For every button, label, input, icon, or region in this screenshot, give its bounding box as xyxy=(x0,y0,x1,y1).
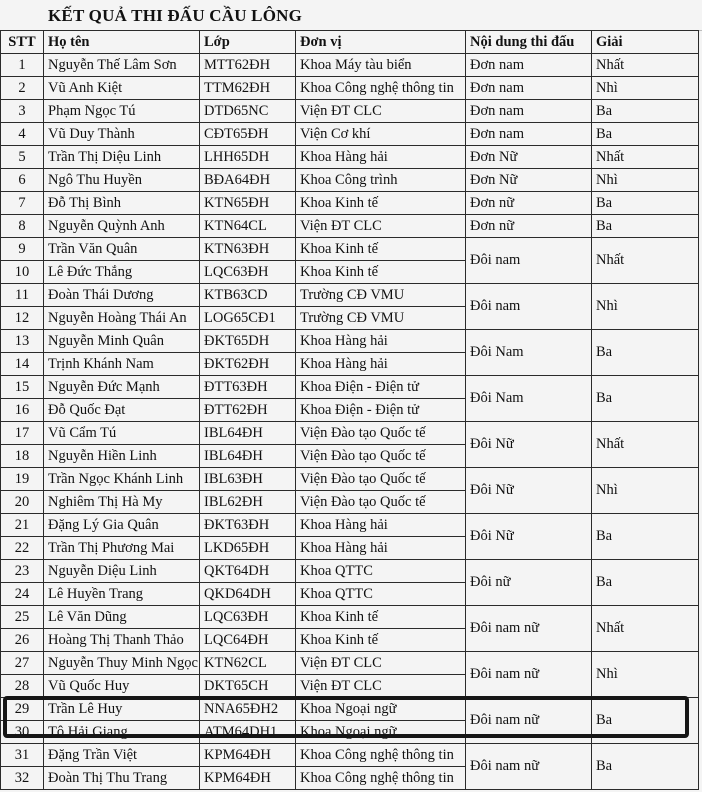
name-cell[interactable]: Đỗ Quốc Đạt xyxy=(44,399,200,422)
table-row xyxy=(1,123,699,146)
prize-cell[interactable]: Nhì xyxy=(592,284,699,330)
stt-cell[interactable]: 22 xyxy=(1,537,44,560)
class-cell[interactable]: CĐT65ĐH xyxy=(200,123,296,146)
stt-cell[interactable]: 18 xyxy=(1,445,44,468)
stt-cell[interactable]: 11 xyxy=(1,284,44,307)
name-cell[interactable]: Trần Thị Phương Mai xyxy=(44,537,200,560)
class-cell[interactable]: KTN63ĐH xyxy=(200,238,296,261)
unit-cell[interactable]: Khoa Công nghệ thông tin xyxy=(296,77,466,100)
name-cell[interactable]: Lê Đức Thắng xyxy=(44,261,200,284)
event-cell[interactable]: Đôi nam nữ xyxy=(466,698,592,744)
unit-cell[interactable]: Khoa Ngoại ngữ xyxy=(296,698,466,721)
class-cell[interactable]: IBL63ĐH xyxy=(200,468,296,491)
prize-cell[interactable]: Ba xyxy=(592,330,699,376)
event-cell[interactable]: Đôi nữ xyxy=(466,560,592,606)
event-cell[interactable]: Đôi nam xyxy=(466,284,592,330)
unit-cell[interactable]: Khoa Kinh tế xyxy=(296,238,466,261)
name-cell[interactable]: Hoàng Thị Thanh Thảo xyxy=(44,629,200,652)
class-cell[interactable]: LHH65DH xyxy=(200,146,296,169)
stt-cell[interactable]: 24 xyxy=(1,583,44,606)
prize-cell[interactable]: Ba xyxy=(592,376,699,422)
class-cell[interactable]: IBL62ĐH xyxy=(200,491,296,514)
class-cell[interactable]: ĐKT62ĐH xyxy=(200,353,296,376)
table-row xyxy=(1,330,699,353)
class-cell[interactable]: QKT64DH xyxy=(200,560,296,583)
table-row xyxy=(1,652,699,675)
unit-cell[interactable]: Khoa Công trình xyxy=(296,169,466,192)
stt-cell[interactable]: 26 xyxy=(1,629,44,652)
class-cell[interactable]: MTT62ĐH xyxy=(200,54,296,77)
name-cell[interactable]: Phạm Ngọc Tú xyxy=(44,100,200,123)
unit-cell[interactable]: Khoa Kinh tế xyxy=(296,192,466,215)
stt-cell[interactable]: 2 xyxy=(1,77,44,100)
sheet-title: KẾT QUẢ THI ĐẤU CẦU LÔNG xyxy=(48,6,303,25)
stt-cell[interactable]: 25 xyxy=(1,606,44,629)
table-row xyxy=(1,54,699,77)
class-cell[interactable]: KPM64ĐH xyxy=(200,744,296,767)
unit-cell[interactable]: Khoa Ngoại ngữ xyxy=(296,721,466,744)
prize-cell[interactable]: Ba xyxy=(592,192,699,215)
stt-cell[interactable]: 1 xyxy=(1,54,44,77)
event-cell[interactable]: Đơn Nữ xyxy=(466,169,592,192)
class-cell[interactable]: KTN62CL xyxy=(200,652,296,675)
table-row xyxy=(1,169,699,192)
unit-cell[interactable]: Khoa Hàng hải xyxy=(296,514,466,537)
unit-cell[interactable]: Khoa Hàng hải xyxy=(296,146,466,169)
class-cell[interactable]: IBL64ĐH xyxy=(200,445,296,468)
unit-cell[interactable]: Khoa Máy tàu biển xyxy=(296,54,466,77)
name-cell[interactable]: Đặng Trần Việt xyxy=(44,744,200,767)
event-cell[interactable]: Đôi Nữ xyxy=(466,422,592,468)
event-cell[interactable]: Đôi nam xyxy=(466,238,592,284)
table-row xyxy=(1,146,699,169)
name-cell[interactable]: Lê Văn Dũng xyxy=(44,606,200,629)
unit-cell[interactable]: Trường CĐ VMU xyxy=(296,284,466,307)
table-row xyxy=(1,376,699,399)
event-cell[interactable]: Đôi Nữ xyxy=(466,468,592,514)
prize-cell[interactable]: Nhất xyxy=(592,422,699,468)
name-cell[interactable]: Nghiêm Thị Hà My xyxy=(44,491,200,514)
name-cell[interactable]: Nguyễn Thuy Minh Ngọc xyxy=(44,652,200,675)
title-row[interactable] xyxy=(0,0,702,31)
event-cell[interactable]: Đôi nam nữ xyxy=(466,652,592,698)
name-cell[interactable]: Trần Thị Diệu Linh xyxy=(44,146,200,169)
prize-cell[interactable]: Nhất xyxy=(592,606,699,652)
class-cell[interactable]: ĐKT63ĐH xyxy=(200,514,296,537)
event-cell[interactable]: Đôi nam nữ xyxy=(466,744,592,790)
event-cell[interactable]: Đơn nam xyxy=(466,123,592,146)
prize-cell[interactable]: Ba xyxy=(592,698,699,744)
name-cell[interactable]: Nguyễn Quỳnh Anh xyxy=(44,215,200,238)
stt-cell[interactable]: 21 xyxy=(1,514,44,537)
prize-cell[interactable]: Ba xyxy=(592,123,699,146)
name-cell[interactable]: Trần Ngọc Khánh Linh xyxy=(44,468,200,491)
table-row xyxy=(1,468,699,491)
header-stt[interactable]: STT xyxy=(1,31,44,54)
unit-cell[interactable]: Khoa Điện - Điện tử xyxy=(296,399,466,422)
stt-cell[interactable]: 6 xyxy=(1,169,44,192)
stt-cell[interactable]: 31 xyxy=(1,744,44,767)
stt-cell[interactable]: 5 xyxy=(1,146,44,169)
unit-cell[interactable]: Viện Cơ khí xyxy=(296,123,466,146)
event-cell[interactable]: Đơn nam xyxy=(466,54,592,77)
stt-cell[interactable]: 30 xyxy=(1,721,44,744)
unit-cell[interactable]: Khoa Kinh tế xyxy=(296,629,466,652)
name-cell[interactable]: Vũ Anh Kiệt xyxy=(44,77,200,100)
unit-cell[interactable]: Viện Đào tạo Quốc tế xyxy=(296,468,466,491)
stt-cell[interactable]: 29 xyxy=(1,698,44,721)
table-row xyxy=(1,77,699,100)
prize-cell[interactable]: Nhì xyxy=(592,169,699,192)
class-cell[interactable]: NNA65ĐH2 xyxy=(200,698,296,721)
header-class[interactable]: Lớp xyxy=(200,31,296,54)
class-cell[interactable]: QKD64DH xyxy=(200,583,296,606)
stt-cell[interactable]: 13 xyxy=(1,330,44,353)
class-cell[interactable]: TTM62ĐH xyxy=(200,77,296,100)
prize-cell[interactable]: Nhất xyxy=(592,238,699,284)
name-cell[interactable]: Nguyễn Diệu Linh xyxy=(44,560,200,583)
stt-cell[interactable]: 4 xyxy=(1,123,44,146)
event-cell[interactable]: Đôi Nam xyxy=(466,376,592,422)
unit-cell[interactable]: Khoa Hàng hải xyxy=(296,537,466,560)
prize-cell[interactable]: Ba xyxy=(592,100,699,123)
stt-cell[interactable]: 8 xyxy=(1,215,44,238)
unit-cell[interactable]: Khoa Hàng hải xyxy=(296,330,466,353)
name-cell[interactable]: Nguyễn Hiền Linh xyxy=(44,445,200,468)
class-cell[interactable]: DTD65NC xyxy=(200,100,296,123)
class-cell[interactable]: LKD65ĐH xyxy=(200,537,296,560)
name-cell[interactable]: Trần Lê Huy xyxy=(44,698,200,721)
header-row xyxy=(1,31,699,54)
name-cell[interactable]: Nguyễn Thế Lâm Sơn xyxy=(44,54,200,77)
name-cell[interactable]: Nguyễn Minh Quân xyxy=(44,330,200,353)
name-cell[interactable]: Vũ Quốc Huy xyxy=(44,675,200,698)
table-row xyxy=(1,744,699,767)
class-cell[interactable]: ĐTT63ĐH xyxy=(200,376,296,399)
unit-cell[interactable]: Khoa QTTC xyxy=(296,583,466,606)
header-unit[interactable]: Đơn vị xyxy=(296,31,466,54)
prize-cell[interactable]: Nhì xyxy=(592,468,699,514)
event-cell[interactable]: Đôi nam nữ xyxy=(466,606,592,652)
prize-cell[interactable]: Ba xyxy=(592,215,699,238)
stt-cell[interactable]: 19 xyxy=(1,468,44,491)
class-cell[interactable]: LQC64ĐH xyxy=(200,629,296,652)
class-cell[interactable]: ATM64DH1 xyxy=(200,721,296,744)
table-row xyxy=(1,238,699,261)
name-cell[interactable]: Vũ Cẩm Tú xyxy=(44,422,200,445)
stt-cell[interactable]: 14 xyxy=(1,353,44,376)
name-cell[interactable]: Nguyễn Hoàng Thái An xyxy=(44,307,200,330)
class-cell[interactable]: ĐKT65DH xyxy=(200,330,296,353)
unit-cell[interactable]: Khoa Công nghệ thông tin xyxy=(296,744,466,767)
prize-cell[interactable]: Nhì xyxy=(592,77,699,100)
stt-cell[interactable]: 16 xyxy=(1,399,44,422)
class-cell[interactable]: KPM64ĐH xyxy=(200,767,296,790)
class-cell[interactable]: IBL64ĐH xyxy=(200,422,296,445)
unit-cell[interactable]: Viện ĐT CLC xyxy=(296,215,466,238)
name-cell[interactable]: Ngô Thu Huyền xyxy=(44,169,200,192)
table-row xyxy=(1,514,699,537)
prize-cell[interactable]: Nhất xyxy=(592,146,699,169)
header-name[interactable]: Họ tên xyxy=(44,31,200,54)
class-cell[interactable]: LOG65CĐ1 xyxy=(200,307,296,330)
name-cell[interactable]: Đỗ Thị Bình xyxy=(44,192,200,215)
name-cell[interactable]: Tô Hải Giang xyxy=(44,721,200,744)
stt-cell[interactable]: 17 xyxy=(1,422,44,445)
class-cell[interactable]: LQC63ĐH xyxy=(200,606,296,629)
class-cell[interactable]: KTN65ĐH xyxy=(200,192,296,215)
prize-cell[interactable]: Nhất xyxy=(592,54,699,77)
stt-cell[interactable]: 7 xyxy=(1,192,44,215)
event-cell[interactable]: Đơn nam xyxy=(466,100,592,123)
class-cell[interactable]: DKT65CH xyxy=(200,675,296,698)
stt-cell[interactable]: 9 xyxy=(1,238,44,261)
stt-cell[interactable]: 32 xyxy=(1,767,44,790)
event-cell[interactable]: Đơn nam xyxy=(466,77,592,100)
unit-cell[interactable]: Khoa Kinh tế xyxy=(296,261,466,284)
prize-cell[interactable]: Ba xyxy=(592,744,699,790)
table-row xyxy=(1,100,699,123)
event-cell[interactable]: Đơn Nữ xyxy=(466,146,592,169)
header-event[interactable]: Nội dung thi đấu xyxy=(466,31,592,54)
table-row xyxy=(1,606,699,629)
class-cell[interactable]: KTN64CL xyxy=(200,215,296,238)
unit-cell[interactable]: Viện Đào tạo Quốc tế xyxy=(296,422,466,445)
name-cell[interactable]: Trịnh Khánh Nam xyxy=(44,353,200,376)
stt-cell[interactable]: 20 xyxy=(1,491,44,514)
unit-cell[interactable]: Viện ĐT CLC xyxy=(296,100,466,123)
unit-cell[interactable]: Viện Đào tạo Quốc tế xyxy=(296,445,466,468)
unit-cell[interactable]: Khoa Kinh tế xyxy=(296,606,466,629)
results-table xyxy=(0,30,699,790)
name-cell[interactable]: Nguyễn Đức Mạnh xyxy=(44,376,200,399)
class-cell[interactable]: KTB63CD xyxy=(200,284,296,307)
table-row xyxy=(1,284,699,307)
class-cell[interactable]: LQC63ĐH xyxy=(200,261,296,284)
stt-cell[interactable]: 23 xyxy=(1,560,44,583)
unit-cell[interactable]: Khoa Công nghệ thông tin xyxy=(296,767,466,790)
stt-cell[interactable]: 12 xyxy=(1,307,44,330)
table-row xyxy=(1,560,699,583)
stt-cell[interactable]: 15 xyxy=(1,376,44,399)
event-cell[interactable]: Đơn nữ xyxy=(466,192,592,215)
prize-cell[interactable]: Ba xyxy=(592,560,699,606)
unit-cell[interactable]: Trường CĐ VMU xyxy=(296,307,466,330)
class-cell[interactable]: BĐA64ĐH xyxy=(200,169,296,192)
table-row xyxy=(1,698,699,721)
name-cell[interactable]: Vũ Duy Thành xyxy=(44,123,200,146)
unit-cell[interactable]: Khoa Hàng hải xyxy=(296,353,466,376)
name-cell[interactable]: Trần Văn Quân xyxy=(44,238,200,261)
name-cell[interactable]: Đặng Lý Gia Quân xyxy=(44,514,200,537)
unit-cell[interactable]: Viện ĐT CLC xyxy=(296,652,466,675)
stt-cell[interactable]: 10 xyxy=(1,261,44,284)
name-cell[interactable]: Đoàn Thị Thu Trang xyxy=(44,767,200,790)
stt-cell[interactable]: 28 xyxy=(1,675,44,698)
stt-cell[interactable]: 3 xyxy=(1,100,44,123)
class-cell[interactable]: ĐTT62ĐH xyxy=(200,399,296,422)
unit-cell[interactable]: Viện ĐT CLC xyxy=(296,675,466,698)
prize-cell[interactable]: Ba xyxy=(592,514,699,560)
event-cell[interactable]: Đôi Nam xyxy=(466,330,592,376)
name-cell[interactable]: Đoàn Thái Dương xyxy=(44,284,200,307)
name-cell[interactable]: Lê Huyền Trang xyxy=(44,583,200,606)
unit-cell[interactable]: Viện Đào tạo Quốc tế xyxy=(296,491,466,514)
prize-cell[interactable]: Nhì xyxy=(592,652,699,698)
event-cell[interactable]: Đôi Nữ xyxy=(466,514,592,560)
header-prize[interactable]: Giải xyxy=(592,31,699,54)
table-row xyxy=(1,215,699,238)
event-cell[interactable]: Đơn nữ xyxy=(466,215,592,238)
unit-cell[interactable]: Khoa Điện - Điện tử xyxy=(296,376,466,399)
table-row xyxy=(1,422,699,445)
stt-cell[interactable]: 27 xyxy=(1,652,44,675)
unit-cell[interactable]: Khoa QTTC xyxy=(296,560,466,583)
table-row xyxy=(1,192,699,215)
